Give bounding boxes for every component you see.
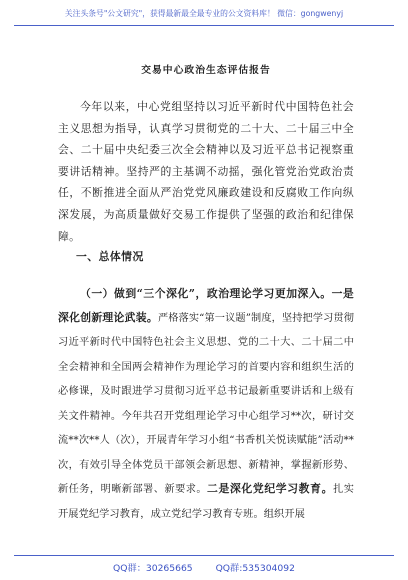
section-heading: 一、总体情况 [76,250,144,263]
item1-second-lead: 二是深化党纪学习教育。 [207,482,334,495]
document-title: 交易中心政治生态评估报告 [141,65,271,76]
document-body [58,0,354,580]
footer [0,560,408,574]
item1-lead: （一）做到“三个深化”，政治理论学习更加深入。一是深化创新理论武装。 [58,287,354,324]
footer-qq-group-1: QQ群：30265665 [113,563,193,574]
item1-tail: 扎实开展党纪学习教育，成立党纪学习教育专班。组织开展 [58,484,354,520]
item1-body: 严格落实“第一议题”制度，坚持把学习贯彻习近平新时代中国特色社会主义思想、党的二十大、二十届二中全会精神和全国两会精神作为理论学习的首要内容和组织生活的必修课，及时跟进学习贯彻习近平总书记最新重要讲话和上级有关文件精神。今年共召开党组理论学习中心组学习**次，研讨交流**次**人（次），开展青年学习小组“书香机关悦读赋能”活动**次，有效引导全体党员干部领会新思想、新精神，掌握新形势、新任务，明晰新部署、新要求。 [58,312,354,495]
footer-divider [14,555,394,556]
header-promo-text: 关注头条号"公文研究"，获得最新最全最专业的公文资料库！ 微信：gongwenyj [64,9,344,18]
intro-paragraph: 今年以来，中心党组坚持以习近平新时代中国特色社会主义思想为指导，认真学习贯彻党的二十大、二十届三中全会、二十届中央纪委三次全会精神以及习近平总书记视察重要讲话精神。坚持严的主基调不动摇，强化管党治党政治责任，不断推进全面从严治党党风廉政建设和反腐败工作向纵深发展，为高质量做好交易工作提供了坚强的政治和纪律保障。 [58,100,354,243]
item1-paragraph [58,282,354,526]
footer-qq-group-2: QQ群:535304092 [215,563,295,574]
